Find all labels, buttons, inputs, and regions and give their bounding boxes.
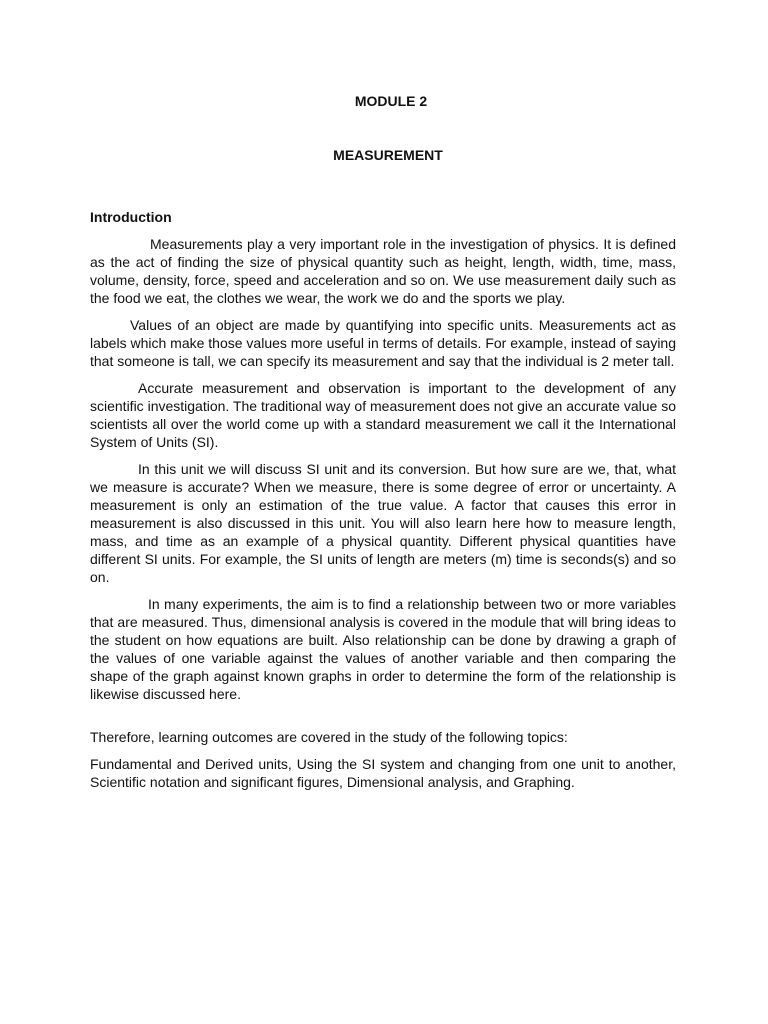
intro-paragraph-1: Measurements play a very important role in the investigation of physics. It is defined as the act of finding the size of physical quantity such as height, length, width, time, mass, volume, density, force, speed and acceleration and so on. We use measurement daily such as the food we eat, the clothes we wear, the work we do and the sports we play. xyxy=(90,236,676,306)
section-heading-introduction: Introduction xyxy=(90,209,172,225)
intro-paragraph-3: Accurate measurement and observation is important to the development of any scientific investigation. The traditional way of measurement does not give an accurate value so scientists all over the world come up with a standard measurement we call it the International System of Units (SI). xyxy=(90,380,676,450)
document-content xyxy=(90,92,676,791)
module-title: MODULE 2 xyxy=(354,93,428,109)
intro-paragraph-5: In many experiments, the aim is to find a relationship between two or more variables that are measured. Thus, dimensional analysis is covered in the module that will bring ideas to the student on how equations are built. Also relationship can be done by drawing a graph of the values of one variable against the values of another variable and then comparing the shape of the graph against known graphs in order to determine the form of the relationship is likewise discussed here. xyxy=(90,596,676,702)
intro-paragraph-4: In this unit we will discuss SI unit and its conversion. But how sure are we, that, what we measure is accurate? When we measure, there is some degree of error or uncertainty. A measurement is only an estimation of the true value. A factor that causes this error in measurement is also discussed in this unit. You will also learn here how to measure length, mass, and time as an example of a physical quantity. Different physical quantities have different SI units. For example, the SI units of length are meters (m) time is seconds(s) and so on. xyxy=(90,461,676,585)
learning-outcomes-intro: Therefore, learning outcomes are covered in the study of the following topics: xyxy=(90,729,568,745)
learning-outcomes-topics: Fundamental and Derived units, Using the SI system and changing from one unit to another, Scientific notation and significant figures, Dimensional analysis, and Graphing. xyxy=(90,756,676,790)
intro-paragraph-2: Values of an object are made by quantifying into specific units. Measurements act as labels which make those values more useful in terms of details. For example, instead of saying that someone is tall, we can specify its measurement and say that the individual is 2 meter tall. xyxy=(90,317,676,369)
chapter-title: MEASUREMENT xyxy=(333,147,443,163)
